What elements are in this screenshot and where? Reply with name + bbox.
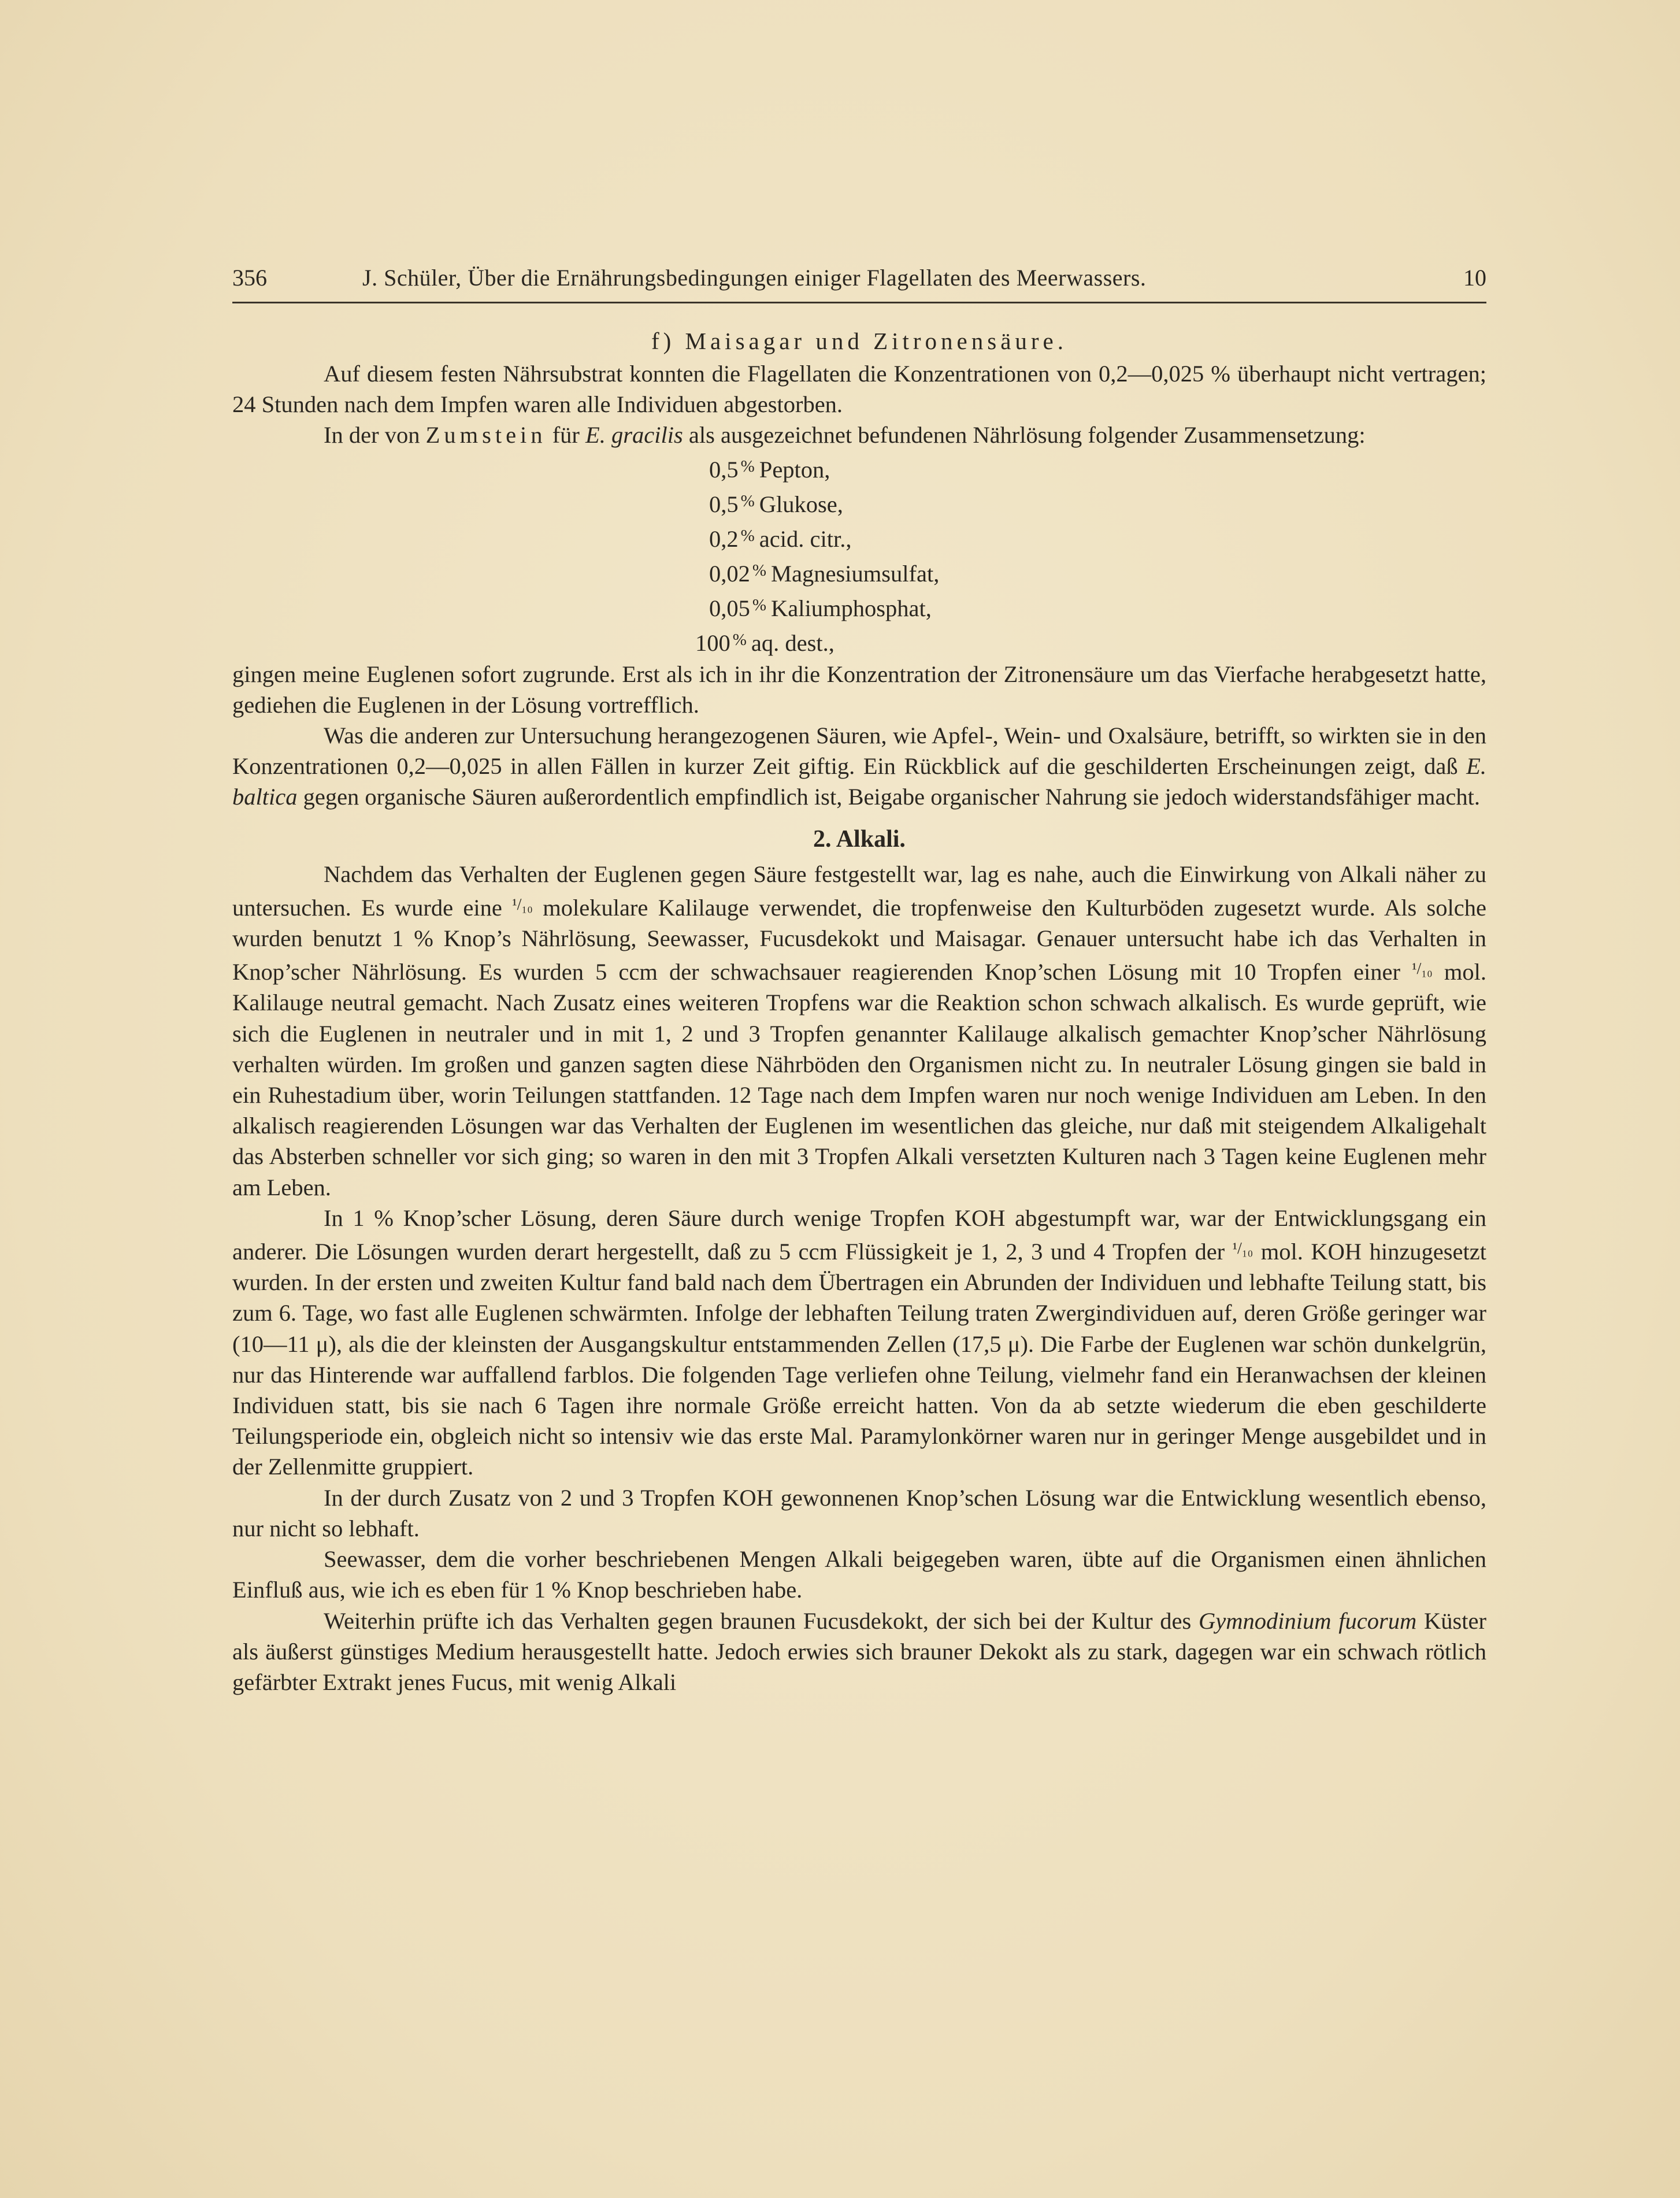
text-run: In 1 % Knop’scher Lösung, deren Säure durch wenige Tropfen KOH abgestumpft war, war der Entwicklungsgang ein anderer. Die Lösungen wurden derart hergestellt, daß zu 5 ccm Flüssigkeit je 1, 2, 3 und 4 Tropfen der (232, 1204, 1486, 1265)
subsection-heading-f: f) Maisagar und Zitronensäure. (651, 328, 1068, 354)
formula-amount: 0,2 (709, 525, 739, 552)
text-run: Nachdem das Verhalten der Euglenen gegen Säure festgestellt war, lag es nahe, auch die Einwirkung von Alkali näher zu untersuchen. Es wurde eine (232, 861, 1486, 921)
header-rule (232, 302, 1486, 303)
percent-sign: % (752, 595, 767, 614)
text-run: mol. KOH hinzugesetzt wurden. In der ersten und zweiten Kultur fand bald nach dem Übertragen ein Abrunden der Individuen und lebhafte Teilung statt, bis zum 6. Tage, wo fast alle Euglenen schwärmten. Infolge der lebhaften Teilung traten Zwergindividuen auf, deren Größe geringer war (10—11 μ), als die der kleinsten der Ausgangskultur entstammenden Zellen (17,5 μ). Die Farbe der Euglenen war schön dunkelgrün, nur das Hinterende war auffallend farblos. Die folgenden Tage verliefen ohne Teilung, vielmehr fand ein Heranwachsen der kleinen Individuen statt, bis sie nach 6 Tagen ihre normale Größe erreicht hatten. Von da ab setzte wiederum die eben geschilderte Teilungsperiode ein, obgleich nicht so intensiv wie das erste Mal. Paramylonkörner waren nur in geringer Menge ausgebildet und in der Zellenmitte gruppiert. (232, 1239, 1487, 1480)
running-title: J. Schüler, Über die Ernährungsbedingungen einiger Flagellaten des Meerwassers. (362, 265, 1147, 291)
running-header (232, 261, 1486, 295)
text-run: Weiterhin prüfte ich das Verhalten gegen braunen Fucusdekokt, der sich bei der Kultur des (324, 1607, 1199, 1634)
paragraph-alkali-5 (232, 1606, 1486, 1698)
text-run: Was die anderen zur Untersuchung herangezogenen Säuren, wie Apfel-, Wein- und Oxalsäure, betrifft, so wirkten sie in den Konzentrationen 0,2—0,025 in allen Fällen in kurzer Zeit giftig. Ein Rückblick auf die geschilderten Erscheinungen zeigt, daß (232, 722, 1486, 780)
paragraph-alkali-1 (232, 859, 1486, 1203)
body-text (232, 324, 1486, 1697)
paragraph-alkali-2 (232, 1203, 1486, 1482)
percent-sign: % (732, 630, 747, 649)
formula-amount: 0,5 (709, 456, 739, 483)
formula-amount: 0,02 (709, 560, 750, 587)
formula-line (709, 520, 1486, 555)
paragraph-f-2 (232, 420, 1486, 450)
text-run: gegen organische Säuren außerordentlich empfindlich ist, Beigabe organischer Nahrung sie jedoch widerstandsfähiger macht. (297, 784, 1480, 810)
percent-sign: % (740, 457, 755, 476)
species-name: E. gracilis (585, 422, 683, 449)
paragraph-alkali-3: In der durch Zusatz von 2 und 3 Tropfen KOH gewonnenen Knop’schen Lösung war die Entwicklung wesentlich ebenso, nur nicht so lebhaft. (232, 1484, 1486, 1541)
formula-substance: acid. citr., (759, 525, 852, 552)
section-number: 10 (1463, 265, 1486, 291)
formula-substance: Kaliumphosphat, (771, 595, 932, 621)
page-number: 356 (232, 265, 267, 291)
formula-substance: Glukose, (759, 491, 843, 517)
paragraph-f-4 (232, 720, 1486, 813)
paragraph-alkali-4: Seewasser, dem die vorher beschriebenen Mengen Alkali beigegeben waren, übte auf die Organismen einen ähnlichen Einfluß aus, wie ich es eben für 1 % Knop beschrieben habe. (232, 1546, 1486, 1603)
text-run: für (546, 422, 586, 449)
formula-line (695, 624, 1486, 659)
formula-line (709, 485, 1486, 520)
text-run: molekulare Kalilauge verwendet, die tropfenweise den Kulturböden zugesetzt wurde. Als solche wurden benutzt 1 % Knop’s Nährlösung, Seewasser, Fucusdekokt und Maisagar. Genauer untersucht habe ich das Verhalten in Knop’scher Nährlösung. Es wurden 5 ccm der schwachsauer reagierenden Knop’schen Lösung mit 10 Tropfen einer (232, 894, 1486, 985)
fraction: ¹/₁₀ (1412, 960, 1433, 978)
percent-sign: % (740, 491, 755, 510)
fraction: ¹/₁₀ (512, 895, 533, 914)
formula-line (709, 451, 1486, 485)
species-name: E. baltica (232, 753, 1486, 810)
percent-sign: % (740, 526, 755, 545)
text-run: als ausgezeichnet befundenen Nährlösung folgender Zusammensetzung: (683, 422, 1366, 449)
formula-substance: Pepton, (759, 456, 830, 483)
species-name: Gymnodinium fucorum (1199, 1607, 1417, 1634)
formula-substance: Magnesiumsulfat, (771, 560, 940, 587)
nutrient-formula (232, 451, 1486, 659)
text-run: mol. Kalilauge neutral gemacht. Nach Zusatz eines weiteren Tropfens war die Reaktion schon schwach alkalisch. Es wurde geprüft, wie sich die Euglenen in neutraler und in mit 1, 2 und 3 Tropfen genannter Kalilauge alkalisch gemachter Knop’scher Nährlösung verhalten würden. Im großen und ganzen sagten diese Nährböden den Organismen nicht zu. In neutraler Lösung gingen sie bald in ein Ruhestadium über, worin Teilungen stattfanden. 12 Tage nach dem Impfen waren nur noch wenige Individuen am Leben. In den alkalisch reagierenden Lösungen war das Verhalten der Euglenen im wesentlichen das gleiche, nur daß mit steigendem Alkaligehalt das Absterben schneller vor sich ging; so waren in den mit 3 Tropfen Alkali versetzten Kulturen nach 3 Tagen keine Euglenen mehr am Leben. (232, 959, 1486, 1200)
formula-line (709, 590, 1486, 624)
section-heading-alkali: 2. Alkali. (813, 825, 906, 852)
percent-sign: % (752, 561, 767, 580)
author-name: Zumstein (425, 422, 547, 449)
formula-amount: 0,5 (709, 491, 739, 517)
formula-substance: aq. dest., (751, 629, 835, 656)
paragraph-f-1: Auf diesem festen Nährsubstrat konnten die Flagellaten die Konzentrationen von 0,2—0,025 % überhaupt nicht vertragen; 24 Stunden nach dem Impfen waren alle Individuen abgestorben. (232, 361, 1486, 418)
paragraph-f-3: gingen meine Euglenen sofort zugrunde. Erst als ich in ihr die Konzentration der Zitronensäure um das Vierfache herabgesetzt hatte, gediehen die Euglenen in der Lösung vortrefflich. (232, 661, 1486, 718)
text-run: In der von (324, 422, 426, 449)
formula-amount: 100 (695, 629, 730, 656)
fraction: ¹/₁₀ (1232, 1240, 1253, 1258)
formula-amount: 0,05 (709, 595, 750, 621)
formula-line (709, 555, 1486, 590)
text-run: Küster als äußerst günstiges Medium herausgestellt hatte. Jedoch erwies sich brauner Dekokt als zu stark, dagegen war ein schwach rötlich gefärbter Extrakt jenes Fucus, mit wenig Alkali (232, 1607, 1486, 1695)
